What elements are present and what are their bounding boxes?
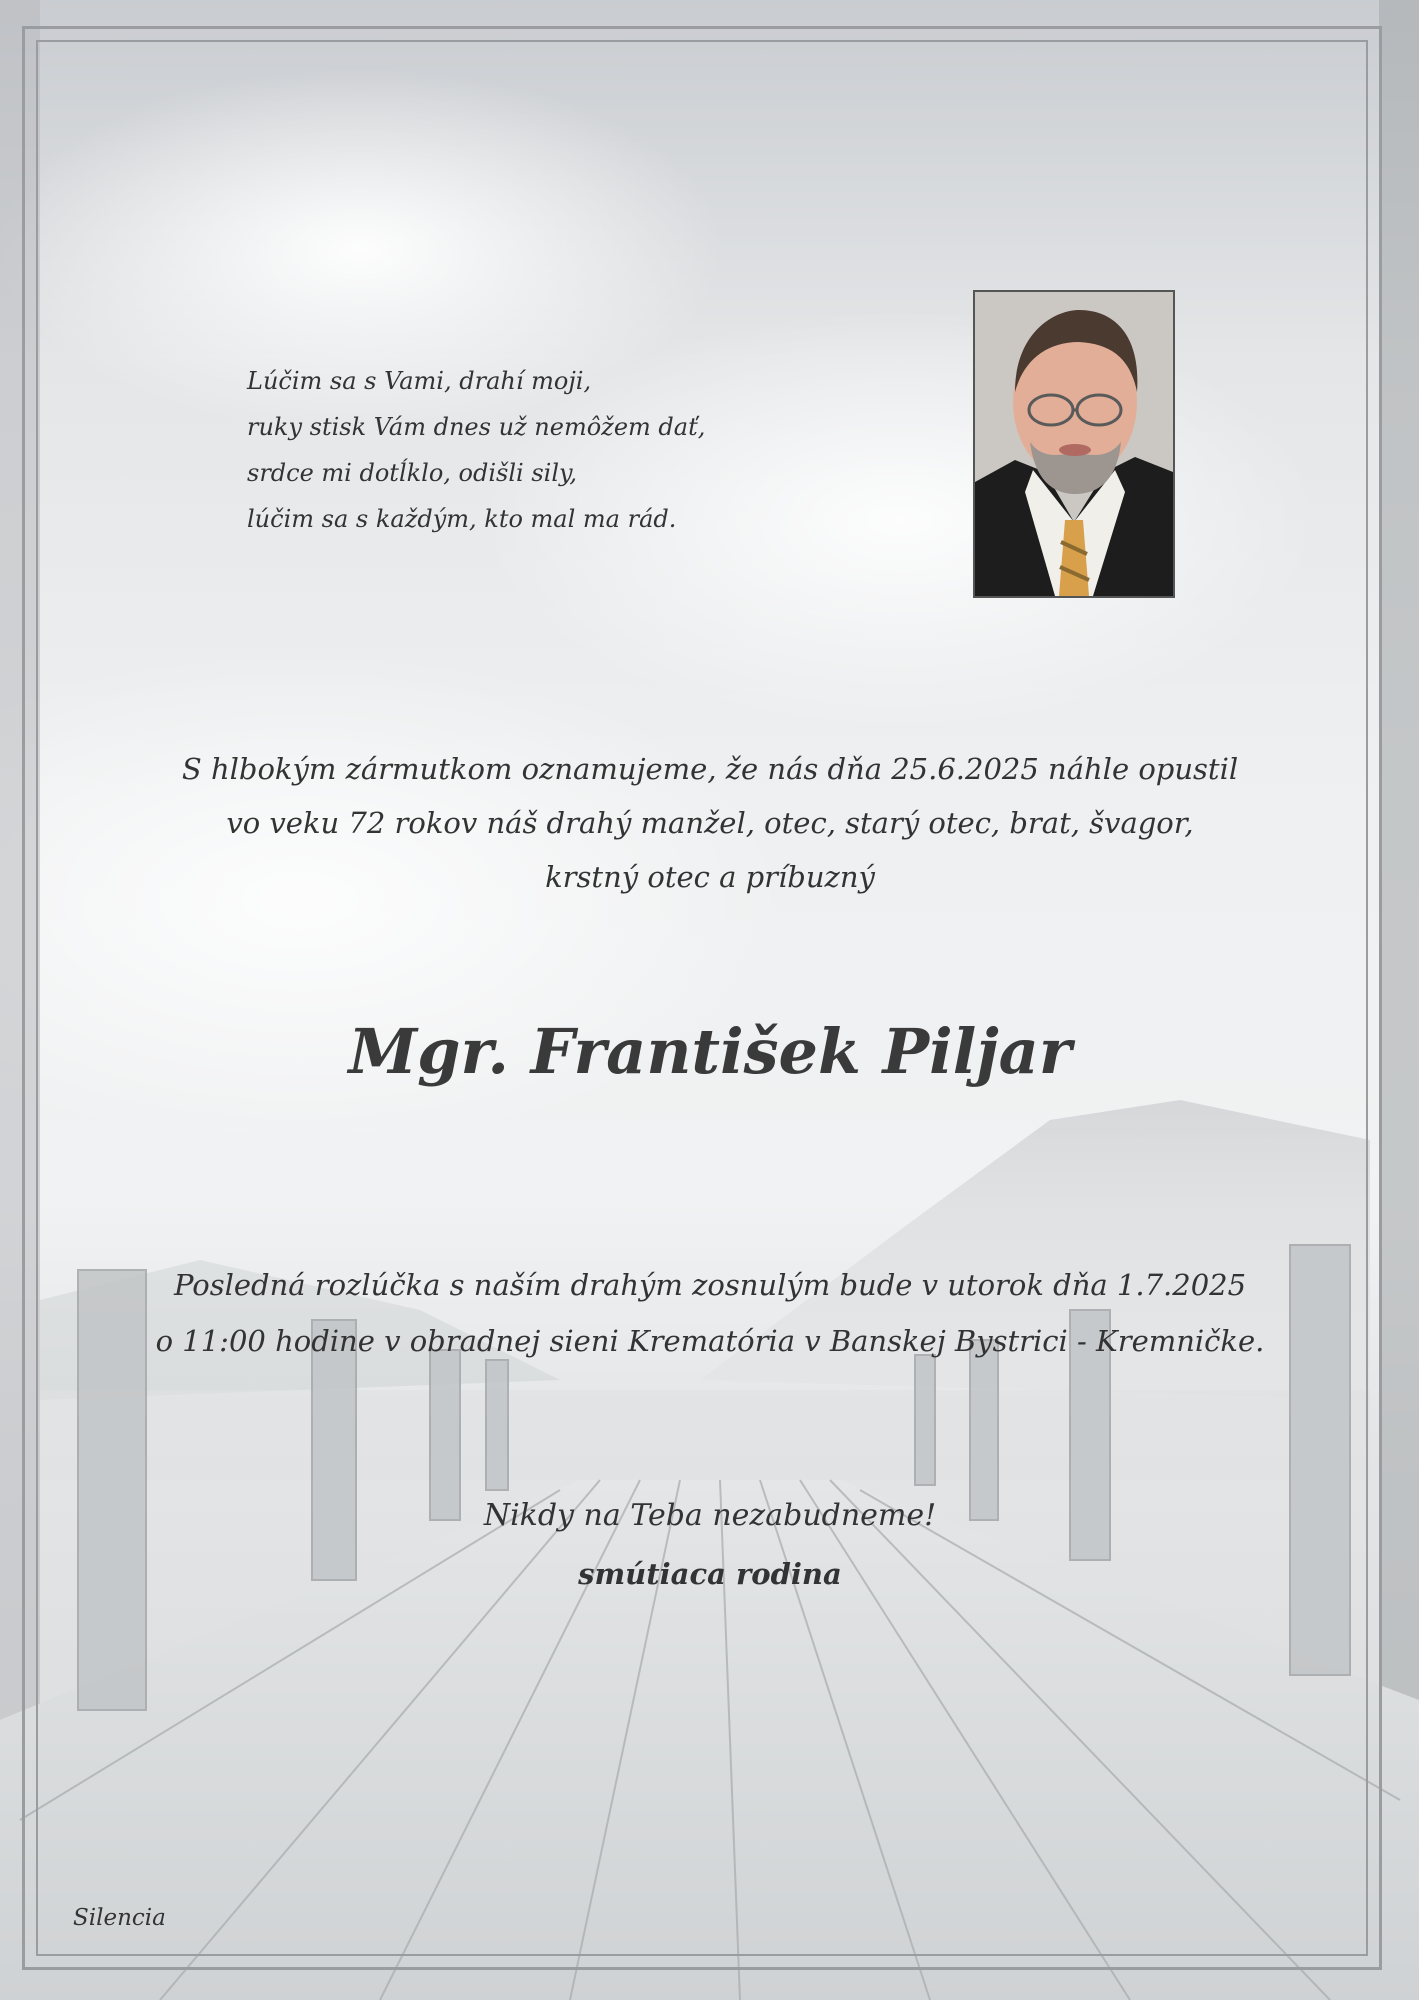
closing-motto: Nikdy na Teba nezabudneme! — [483, 1498, 937, 1533]
portrait-photo — [973, 290, 1175, 598]
closing-block — [410, 1487, 1010, 1603]
family-signature: smútiaca rodina — [578, 1557, 842, 1591]
announcement-line: krstný otec a príbuzný — [545, 860, 875, 894]
deceased-name: Mgr. František Piljar — [348, 1015, 1072, 1088]
funeral-details — [110, 1257, 1310, 1369]
funeral-line: Posledná rozlúčka s naším drahým zosnulým bude v utorok dňa 1.7.2025 — [173, 1268, 1247, 1302]
poem-line: srdce mi dotĺklo, odišli sily, — [247, 459, 577, 487]
publisher-brand: Silencia — [73, 1905, 166, 1931]
poem-line: lúčim sa s každým, kto mal ma rád. — [247, 505, 677, 533]
death-announcement — [140, 742, 1280, 904]
farewell-poem — [247, 358, 807, 542]
poem-line: Lúčim sa s Vami, drahí moji, — [247, 367, 592, 395]
announcement-line: vo veku 72 rokov náš drahý manžel, otec, starý otec, brat, švagor, — [226, 806, 1194, 840]
portrait-illustration — [975, 292, 1173, 596]
announcement-line: S hlbokým zármutkom oznamujeme, že nás dňa 25.6.2025 náhle opustil — [181, 752, 1239, 786]
poem-line: ruky stisk Vám dnes už nemôžem dať, — [247, 413, 706, 441]
funeral-line: o 11:00 hodine v obradnej sieni Krematória v Banskej Bystrici - Kremničke. — [155, 1324, 1265, 1358]
